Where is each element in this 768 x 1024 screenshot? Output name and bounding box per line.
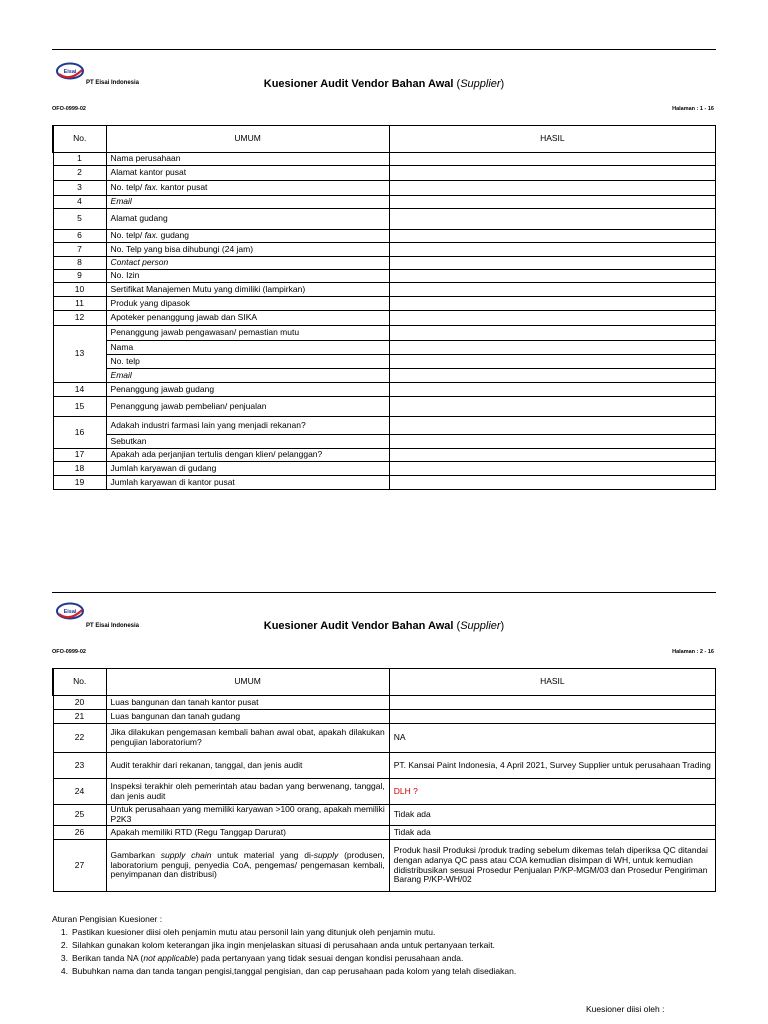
table-row [53,209,716,230]
row-answer [389,341,715,355]
row-number: 13 [53,326,106,383]
table-row [53,283,716,297]
page-number: Halaman : 2 - 16 [672,649,714,655]
table-row [53,311,716,326]
row-question: Sertifikat Manajemen Mutu yang dimiliki (lampirkan) [106,283,389,297]
table-row [53,696,716,710]
row-question: No. telp/ fax. gudang [106,230,389,243]
row-number: 9 [53,270,106,283]
row-question: Contact person [106,257,389,270]
row-number: 18 [53,462,106,476]
row-number: 10 [53,283,106,297]
row-answer: NA [389,724,715,753]
row-question: Jumlah karyawan di gudang [106,462,389,476]
eisai-logo-icon [55,602,85,620]
row-question: Alamat kantor pusat [106,166,389,181]
table-row [53,153,716,166]
company-name: PT Eisai Indonesia [86,80,140,86]
row-answer [389,311,715,326]
row-question: Penanggung jawab pengawasan/ pemastian mutu [106,326,389,341]
table-row [53,417,716,435]
row-answer [389,476,715,490]
row-answer [389,417,715,435]
row-number: 2 [53,166,106,181]
table-header-row [53,669,716,696]
row-number: 27 [53,840,106,892]
row-question: Jika dilakukan pengemasan kembali bahan awal obat, apakah dilakukan pengujian laboratorium? [106,724,389,753]
filling-rules [52,913,716,978]
row-question: Audit terakhir dari rekanan, tanggal, dan jenis audit [106,753,389,779]
row-answer [389,383,715,397]
row-question: Gambarkan supply chain untuk material yang di-supply (produsen, laboratorium penguji, penyedia CoA, pengemas/ pengemasan kembali, penyimpanan dan distribusi) [106,840,389,892]
table-row [53,826,716,840]
table-row [53,383,716,397]
row-number: 24 [53,779,106,805]
table-row [53,326,716,341]
row-question: Nama perusahaan [106,153,389,166]
page-number: Halaman : 1 - 16 [672,106,714,112]
rule-item: 3. Berikan tanda NA (not applicable) pada pertanyaan yang tidak sesuai dengan kondisi perusahaan anda. [60,953,464,963]
top-rule [52,592,716,593]
row-question: Apakah memiliki RTD (Regu Tanggap Darurat) [106,826,389,840]
document-title [0,78,768,90]
row-question: Penanggung jawab pembelian/ penjualan [106,397,389,417]
table-row [53,397,716,417]
row-answer [389,696,715,710]
row-question: Penanggung jawab gudang [106,383,389,397]
row-answer [389,181,715,196]
table-row [53,710,716,724]
row-answer [389,297,715,311]
col-header-umum: UMUM [106,126,389,153]
row-answer: Tidak ada [389,805,715,826]
row-number: 4 [53,196,106,209]
row-answer [389,283,715,297]
rule-item: 2. Silahkan gunakan kolom keterangan jika ingin menjelaskan situasi di perusahaan anda untuk pertanyaan terkait. [60,940,495,950]
table-row [53,805,716,826]
row-question: No. Telp yang bisa dihubungi (24 jam) [106,243,389,257]
table-row [53,257,716,270]
table-row [53,166,716,181]
table-row [53,230,716,243]
row-answer: DLH ? [389,779,715,805]
table-row [53,297,716,311]
table-row [53,449,716,462]
row-question: No. Izin [106,270,389,283]
rule-item: 4. Bubuhkan nama dan tanda tangan pengisi,tanggal pengisian, dan cap perusahaan pada kolom yang telah disediakan. [60,966,517,976]
row-question: Alamat gudang [106,209,389,230]
row-answer [389,196,715,209]
row-answer [389,435,715,449]
row-answer: Tidak ada [389,826,715,840]
table-row [53,476,716,490]
col-header-hasil: HASIL [389,669,715,696]
row-question: Email [106,196,389,209]
row-question: Adakah industri farmasi lain yang menjadi rekanan? [106,417,389,435]
table-subrow [53,355,716,369]
row-question: Apakah ada perjanjian tertulis dengan klien/ pelanggan? [106,449,389,462]
table-row [53,270,716,283]
row-question: Inspeksi terakhir oleh pemerintah atau badan yang berwenang, tanggal, dan jenis audit [106,779,389,805]
row-answer [389,710,715,724]
top-rule [52,49,716,50]
row-answer [389,153,715,166]
row-number: 5 [53,209,106,230]
table-row [53,243,716,257]
table-subrow [53,341,716,355]
row-answer [389,462,715,476]
row-question: Untuk perusahaan yang memiliki karyawan >100 orang, apakah memiliki P2K3 [106,805,389,826]
row-answer [389,230,715,243]
row-number: 16 [53,417,106,449]
company-name: PT Eisai Indonesia [86,623,140,629]
row-answer [389,270,715,283]
logo-text: Eisai [63,609,77,615]
row-number: 17 [53,449,106,462]
row-answer [389,355,715,369]
table-subrow [53,435,716,449]
document-title [0,620,768,632]
title-suffix: (Supplier) [456,620,505,632]
filling-rules-title: Aturan Pengisian Kuesioner : [52,914,163,924]
document-number: OFO-0999-02 [52,649,86,655]
row-number: 25 [53,805,106,826]
col-header-no: No. [53,126,106,153]
row-number: 7 [53,243,106,257]
row-answer [389,449,715,462]
row-number: 11 [53,297,106,311]
row-question: Luas bangunan dan tanah kantor pusat [106,696,389,710]
row-question: No. telp/ fax. kantor pusat [106,181,389,196]
rule-item: 1. Pastikan kuesioner diisi oleh penjamin mutu atau personil lain yang ditunjuk oleh penjamin mutu. [60,927,436,937]
table-subrow [53,369,716,383]
row-number: 12 [53,311,106,326]
row-number: 21 [53,710,106,724]
row-number: 15 [53,397,106,417]
row-question: Produk yang dipasok [106,297,389,311]
row-answer: PT. Kansai Paint Indonesia, 4 April 2021, Survey Supplier untuk perusahaan Trading [389,753,715,779]
row-number: 22 [53,724,106,753]
title-suffix: (Supplier) [456,78,505,90]
row-subquestion: Email [106,369,389,383]
row-subquestion: Nama [106,341,389,355]
row-answer [389,397,715,417]
row-number: 19 [53,476,106,490]
table-row [53,196,716,209]
table-row [53,724,716,753]
row-answer [389,369,715,383]
row-subquestion: No. telp [106,355,389,369]
row-answer [389,326,715,341]
document-number: OFO-0999-02 [52,106,86,112]
row-question: Jumlah karyawan di kantor pusat [106,476,389,490]
row-number: 3 [53,181,106,196]
filled-by-label: Kuesioner diisi oleh : [586,1004,665,1014]
row-question: Luas bangunan dan tanah gudang [106,710,389,724]
col-header-hasil: HASIL [389,126,715,153]
row-answer [389,257,715,270]
col-header-umum: UMUM [106,669,389,696]
row-number: 14 [53,383,106,397]
table-row [53,753,716,779]
title-text: Kuesioner Audit Vendor Bahan Awal [263,78,454,90]
table-row [53,462,716,476]
row-number: 23 [53,753,106,779]
row-answer [389,166,715,181]
table-row [53,181,716,196]
questionnaire-table-page2 [52,668,716,892]
col-header-no: No. [53,669,106,696]
row-question: Apoteker penanggung jawab dan SIKA [106,311,389,326]
row-number: 8 [53,257,106,270]
table-row [53,779,716,805]
row-number: 26 [53,826,106,840]
row-answer [389,243,715,257]
row-answer: Produk hasil Produksi /produk trading sebelum dikemas telah diperiksa QC ditandai dengan adanya QC pass atau COA kemudian disimpan di WH, untuk kemudian didistribusikan sesuai Prosedur Penjualan P/KP-MGM/03 dan Prosedur Pengiriman Barang P/KP-WH/02 [389,840,715,892]
logo-text: Eisai [63,69,77,75]
questionnaire-table-page1 [52,125,716,490]
row-number: 6 [53,230,106,243]
row-answer [389,209,715,230]
title-text: Kuesioner Audit Vendor Bahan Awal [263,620,454,632]
row-subquestion: Sebutkan [106,435,389,449]
row-number: 20 [53,696,106,710]
row-number: 1 [53,153,106,166]
table-row [53,840,716,892]
table-header-row [53,126,716,153]
